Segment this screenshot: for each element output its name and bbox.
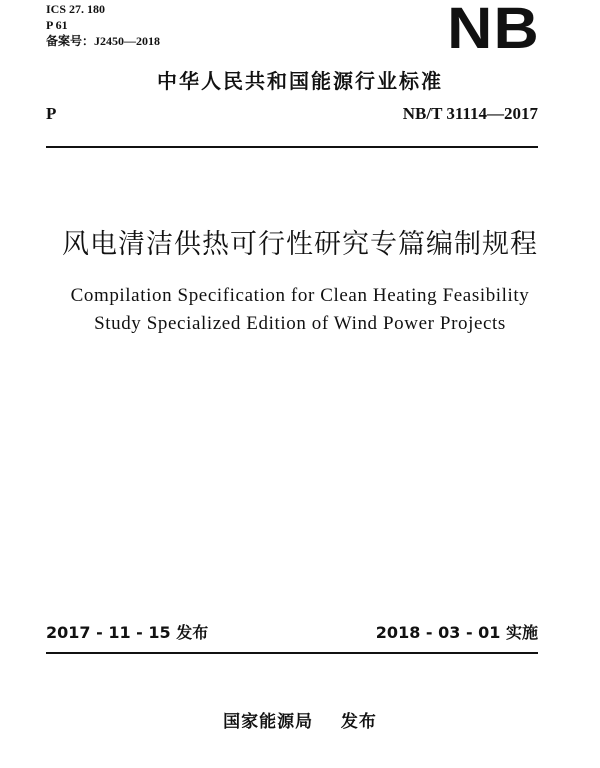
top-divider <box>46 146 538 148</box>
issue-date: 2017 - 11 - 15 发布 <box>46 623 209 642</box>
ics-code: ICS 27. 180 <box>46 2 106 16</box>
title-chinese: 风电清洁供热可行性研究专篇编制规程 <box>62 229 538 260</box>
classification-code: P 61 <box>46 18 68 32</box>
publisher: 国家能源局 发布 <box>223 712 377 732</box>
implementation-date: 2018 - 03 - 01 实施 <box>375 623 538 642</box>
title-english-line2: Study Specialized Edition of Wind Power Projects <box>94 313 506 334</box>
standard-type-heading: 中华人民共和国能源行业标准 <box>157 69 443 93</box>
category-code: P <box>46 104 57 123</box>
filing-number: 备案号：J2450—2018 <box>46 34 161 48</box>
bottom-divider <box>46 652 538 654</box>
standard-number: NB/T 31114—2017 <box>402 104 538 123</box>
nb-logo: NB <box>447 0 540 61</box>
title-english-line1: Compilation Specification for Clean Heating Feasibility <box>70 285 530 306</box>
